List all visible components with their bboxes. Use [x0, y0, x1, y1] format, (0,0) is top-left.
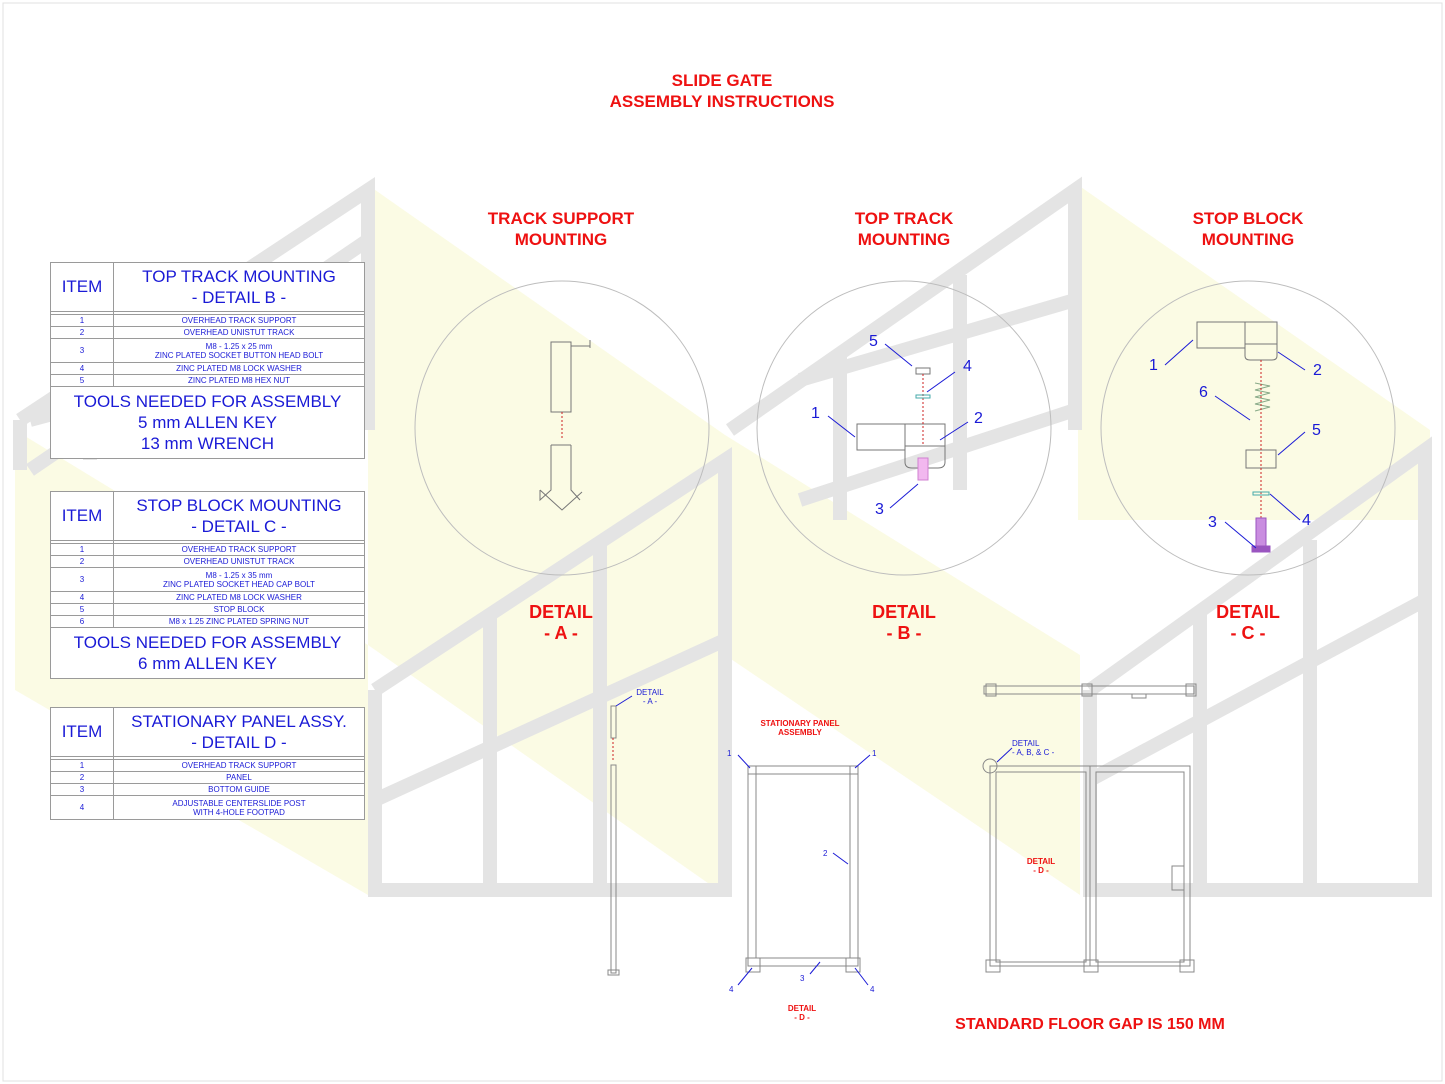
- row-desc-line2: ZINC PLATED SOCKET BUTTON HEAD BOLT: [154, 350, 324, 360]
- drawing-a-post: [608, 696, 632, 975]
- row-num: 3: [51, 568, 114, 592]
- panel-callout-3: 3: [800, 974, 805, 983]
- row-desc: OVERHEAD TRACK SUPPORT: [114, 760, 365, 772]
- row-num: 1: [51, 544, 114, 556]
- detail-a-label: [501, 602, 621, 644]
- callout-c-5: 5: [1312, 422, 1321, 439]
- row-desc-line2: ZINC PLATED SOCKET HEAD CAP BOLT: [163, 579, 315, 589]
- detail-c-circle: [1101, 281, 1395, 575]
- table-row: [51, 796, 365, 820]
- detail-label-line1: DETAIL: [1216, 602, 1280, 622]
- row-num: 2: [51, 327, 114, 339]
- section-title-line1: TOP TRACK: [854, 209, 954, 228]
- panel-callout-2: 2: [823, 849, 828, 858]
- callout-c-6: 6: [1199, 384, 1208, 401]
- row-desc: OVERHEAD TRACK SUPPORT: [114, 544, 365, 556]
- row-desc: ZINC PLATED M8 HEX NUT: [114, 375, 365, 387]
- table-row: [51, 363, 365, 375]
- table-header-row: [51, 708, 365, 757]
- detail-label-line2: - B -: [886, 623, 922, 643]
- callout-c-3: 3: [1208, 514, 1217, 531]
- tool-item: 5 mm ALLEN KEY: [138, 413, 277, 432]
- row-desc: BOTTOM GUIDE: [114, 784, 365, 796]
- drawing-a-label: [625, 688, 675, 706]
- row-num: 4: [51, 796, 114, 820]
- callout-c-1: 1: [1149, 357, 1158, 374]
- callout-b-1: 1: [811, 405, 820, 422]
- section-title-line2: MOUNTING: [514, 230, 608, 249]
- table-title-line1: STOP BLOCK MOUNTING: [136, 496, 342, 515]
- gate-label-line1: DETAIL: [1012, 739, 1040, 748]
- row-num: 4: [51, 592, 114, 604]
- row-num: 1: [51, 760, 114, 772]
- detail-label-line1: DETAIL: [529, 602, 593, 622]
- callout-c-4: 4: [1302, 512, 1311, 529]
- panel-title-line1: STATIONARY PANEL: [760, 719, 840, 728]
- table-title: [114, 263, 365, 312]
- detail-label-line2: - A -: [544, 623, 578, 643]
- row-desc: OVERHEAD TRACK SUPPORT: [114, 315, 365, 327]
- row-num: 3: [51, 784, 114, 796]
- tools-needed: [51, 387, 365, 459]
- table-row: [51, 315, 365, 327]
- row-num: 2: [51, 772, 114, 784]
- table-title-line2: - DETAIL D -: [191, 733, 287, 752]
- table-title-line2: - DETAIL B -: [191, 288, 287, 307]
- table-row: [51, 784, 365, 796]
- table-row: [51, 616, 365, 628]
- table-row: [51, 760, 365, 772]
- bom-table-detail-c: [50, 491, 365, 679]
- table-title-line1: STATIONARY PANEL ASSY.: [131, 712, 347, 731]
- row-desc-line1: ADJUSTABLE CENTERSLIDE POST: [172, 798, 306, 808]
- row-desc: M8 x 1.25 ZINC PLATED SPRING NUT: [114, 616, 365, 628]
- table-row: [51, 544, 365, 556]
- panel-detail-line1: DETAIL: [787, 1004, 817, 1013]
- tool-item: 6 mm ALLEN KEY: [138, 654, 277, 673]
- tools-row: [51, 628, 365, 679]
- row-num: 5: [51, 375, 114, 387]
- table-title-line2: - DETAIL C -: [191, 517, 287, 536]
- detail-b-circle: [757, 281, 1051, 575]
- panel-assembly-title: [745, 719, 855, 737]
- table-row: [51, 604, 365, 616]
- detail-a-parts: [540, 340, 590, 510]
- tools-needed: [51, 628, 365, 679]
- drawing-stationary-panel: [738, 755, 870, 985]
- panel-callout-4-right: 4: [870, 985, 875, 994]
- table-header-row: [51, 492, 365, 541]
- table-row: [51, 568, 365, 592]
- callout-b-2: 2: [974, 410, 983, 427]
- row-desc: [114, 339, 365, 363]
- gate-detail-abc-label: [1012, 739, 1072, 757]
- row-desc-line1: M8 - 1.25 x 35 mm: [205, 570, 273, 580]
- row-desc: [114, 568, 365, 592]
- tools-title: TOOLS NEEDED FOR ASSEMBLY: [73, 392, 342, 411]
- tools-title: TOOLS NEEDED FOR ASSEMBLY: [73, 633, 342, 652]
- row-num: 2: [51, 556, 114, 568]
- callout-b-5: 5: [869, 333, 878, 350]
- main-title-line1: SLIDE GATE: [671, 71, 773, 90]
- row-desc: PANEL: [114, 772, 365, 784]
- row-desc: ZINC PLATED M8 LOCK WASHER: [114, 363, 365, 375]
- row-desc-line2: WITH 4-HOLE FOOTPAD: [193, 807, 285, 817]
- detail-b-parts: [857, 368, 945, 480]
- tool-item: 13 mm WRENCH: [140, 434, 275, 453]
- drawing-label-line2: - A -: [642, 697, 658, 706]
- callout-b-4: 4: [963, 358, 972, 375]
- table-row: [51, 327, 365, 339]
- gate-detail-d-label: [1016, 857, 1066, 875]
- gate-detail-line1: DETAIL: [1026, 857, 1056, 866]
- table-row: [51, 339, 365, 363]
- row-num: 3: [51, 339, 114, 363]
- table-item-header: ITEM: [51, 492, 114, 541]
- drawing-label-line1: DETAIL: [636, 688, 664, 697]
- row-desc: OVERHEAD UNISTUT TRACK: [114, 556, 365, 568]
- table-title: [114, 492, 365, 541]
- main-title-line2: ASSEMBLY INSTRUCTIONS: [609, 92, 835, 111]
- table-title-line1: TOP TRACK MOUNTING: [142, 267, 336, 286]
- bom-table-detail-b: [50, 262, 365, 459]
- table-item-header: ITEM: [51, 708, 114, 757]
- section-title-line2: MOUNTING: [857, 230, 951, 249]
- row-num: 4: [51, 363, 114, 375]
- table-title: [114, 708, 365, 757]
- row-num: 5: [51, 604, 114, 616]
- row-desc: ZINC PLATED M8 LOCK WASHER: [114, 592, 365, 604]
- table-row: [51, 772, 365, 784]
- detail-c-label: [1188, 602, 1308, 644]
- table-row: [51, 592, 365, 604]
- detail-b-label: [844, 602, 964, 644]
- gate-label-line2: - A, B, & C -: [1012, 748, 1055, 757]
- section-title-line1: TRACK SUPPORT: [487, 209, 635, 228]
- table-item-header: ITEM: [51, 263, 114, 312]
- callout-b-3: 3: [875, 501, 884, 518]
- row-num: 1: [51, 315, 114, 327]
- row-desc-line1: M8 - 1.25 x 25 mm: [205, 341, 273, 351]
- panel-callout-4-left: 4: [729, 985, 734, 994]
- detail-label-line1: DETAIL: [872, 602, 936, 622]
- row-num: 6: [51, 616, 114, 628]
- panel-callout-1-right: 1: [872, 749, 877, 758]
- callout-c-2: 2: [1313, 362, 1322, 379]
- panel-title-line2: ASSEMBLY: [778, 728, 822, 737]
- panel-callout-1-left: 1: [727, 749, 732, 758]
- detail-label-line2: - C -: [1230, 623, 1266, 643]
- drawing-full-gate: [983, 684, 1196, 972]
- panel-detail-label: [777, 1004, 827, 1022]
- section-title-line2: MOUNTING: [1201, 230, 1295, 249]
- tools-row: [51, 387, 365, 459]
- table-row: [51, 556, 365, 568]
- table-row: [51, 375, 365, 387]
- callout-leaders: [828, 340, 1305, 548]
- row-desc: OVERHEAD UNISTUT TRACK: [114, 327, 365, 339]
- floor-gap-note: STANDARD FLOOR GAP IS 150 MM: [955, 1016, 1225, 1033]
- gate-detail-line2: - D -: [1033, 866, 1049, 875]
- table-header-row: [51, 263, 365, 312]
- section-title-line1: STOP BLOCK: [1192, 209, 1304, 228]
- row-desc: [114, 796, 365, 820]
- row-desc: STOP BLOCK: [114, 604, 365, 616]
- bom-table-detail-d: [50, 707, 365, 820]
- panel-detail-line2: - D -: [794, 1013, 810, 1022]
